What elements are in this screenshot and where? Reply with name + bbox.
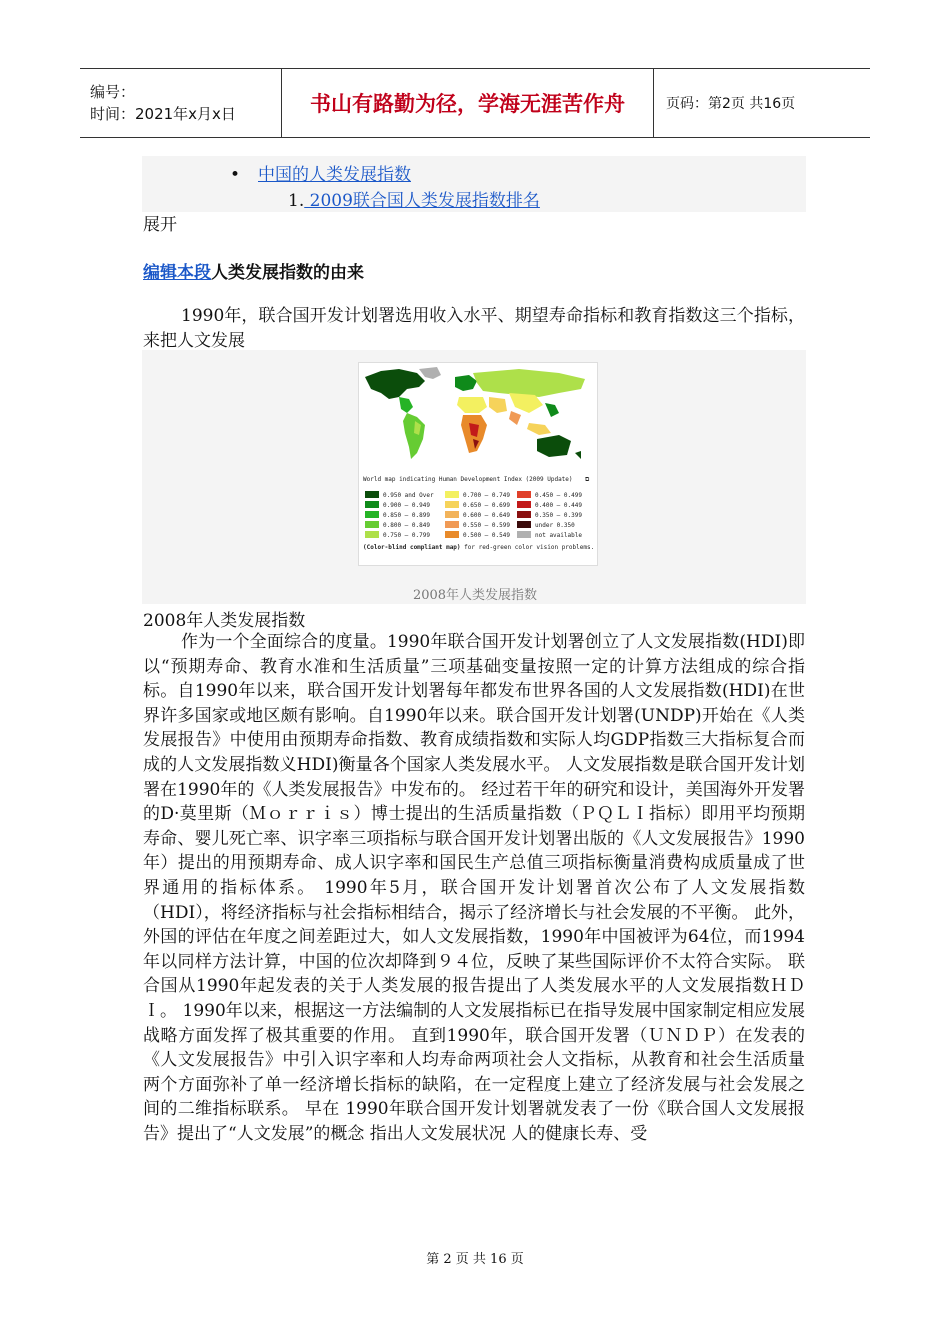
legend-label: 0.450 – 0.499 [535,492,582,499]
header-page-text: 页码：第2页 共16页 [666,96,796,112]
enlarge-icon[interactable]: ⧉ [585,476,590,483]
header-date: 时间：2021年x月x日 [90,105,236,123]
map-legend [365,491,582,539]
legend-label: 0.750 – 0.799 [383,532,430,539]
header-motto [282,69,654,137]
legend-label: 0.950 and Over [383,492,434,499]
toc-link-2009-ranking[interactable]: 2009联合国人类发展指数排名 [304,191,540,211]
legend-swatch [445,511,459,518]
legend-label: 0.500 – 0.549 [463,532,510,539]
figure-caption: 2008年人类发展指数 [412,588,538,603]
legend-label: 0.600 – 0.649 [463,512,510,519]
figure-subtitle: 2008年人类发展指数 [143,611,306,631]
legend-swatch [445,521,459,528]
map-note-bold: (Color-blind compliant map) [363,544,461,551]
legend-swatch [365,501,379,508]
legend-label: 0.900 – 0.949 [383,502,430,509]
legend-label: 0.800 – 0.849 [383,522,430,529]
header-meta [80,69,282,137]
legend-label: 0.400 – 0.449 [535,502,582,509]
legend-swatch [365,511,379,518]
legend-swatch [365,531,379,538]
toc-item-2 [288,186,540,211]
legend-swatch [445,531,459,538]
legend-swatch [517,511,531,518]
section-title: 人类发展指数的由来 [211,263,364,283]
map-note [363,544,594,551]
page-header [80,68,870,138]
header-number: 编号： [90,83,136,101]
legend-swatch [517,531,531,538]
expand-toggle[interactable]: 展开 [143,215,177,235]
legend-label: 0.650 – 0.699 [463,502,510,509]
hdi-map-image [359,363,597,565]
section-heading [143,258,364,283]
legend-label: not available [535,532,582,539]
header-motto-text: 书山有路勤为径，学海无涯苦作舟 [310,92,625,116]
legend-swatch [445,491,459,498]
paragraph-intro: 1990年，联合国开发计划署选用收入水平、期望寿命指标和教育指数这三个指标，来把人文发展 [143,306,805,351]
legend-label: under 0.350 [535,522,575,529]
legend-label: 0.350 – 0.399 [535,512,582,519]
legend-swatch [517,501,531,508]
legend-swatch [365,521,379,528]
toc-link-china-hdi[interactable]: 中国的人类发展指数 [258,165,411,185]
legend-label: 0.700 – 0.749 [463,492,510,499]
page-footer: 第 2 页 共 16 页 [426,1252,524,1267]
legend-swatch [365,491,379,498]
paragraph-body: 作为一个全面综合的度量。1990年联合国开发计划署创立了人文发展指数(HDI)即以“预期寿命、教育水准和生活质量”三项基础变量按照一定的计算方法组成的综合指标。自1990年以来，联合国开发计划署每年都发布世界各国的人文发展指数(HDI)在世界许多国家或地区颇有影响。自1990年以来。联合国开发计划署(UNDP)开始在《人类发展报告》中使用由预期寿命指数、教育成绩指数和实际人均GDP指数三大指标复合而成的人文发展指数义HDI)衡量各个国家人类发展水平。 人文发展指数是联合国开发计划署在1990年的《人类发展报告》中发布的。 经过若干年的研究和设计，美国海外开发署的D·莫里斯（Ｍｏｒｒｉｓ）博士提出的生活质量指数（ＰＱＬＩ指标）即用平均预期寿命、婴儿死亡率、识字率三项指标与联合国开发计划署出版的《人文发展报告》1990年）提出的用预期寿命、成人识字率和国民生产总值三项指标衡量消费构成质量成了世界通用的指标体系。 1990年5月，联合国开发计划署首次公布了人文发展指数（HDI），将经济指标与社会指标相结合，揭示了经济增长与社会发展的不平衡。 此外，外国的评估在年度之间差距过大，如人文发展指数，1990年中国被评为64位，而1994年以同样方法计算，中国的位次却降到９４位，反映了某些国际评价不太符合实际。 联合国从1990年起发表的关于人类发展的报告提出了人类发展水平的人文发展指数ＨＤＩ。 1990年以来，根据这一方法编制的人文发展指标已在指导发展中国家制定相应发展战略方面发挥了极其重要的作用。 直到1990年，联合国开发署（ＵＮＤＰ）在发表的《人文发展报告》中引入识字率和人均寿命两项社会人文指标，从教育和社会生活质量两个方面弥补了单一经济增长指标的缺陷，在一定程度上建立了经济发展与社会发展之间的二维指标联系。 早在 1990年联合国开发计划署就发表了一份《联合国人文发展报告》提出了“人文发展”的概念 指出人文发展状况 人的健康长寿、受 [143,632,805,1144]
map-note-rest: for red-green color vision problems. [460,544,595,551]
legend-swatch [445,501,459,508]
legend-label: 0.850 – 0.899 [383,512,430,519]
header-page [654,69,870,137]
hdi-world-map-figure[interactable] [358,362,598,566]
toc-item-2-number: 1. [288,191,305,211]
bullet-icon: • [230,165,241,185]
edit-section-link[interactable]: 编辑本段 [143,263,211,283]
toc-item-1 [230,160,411,185]
legend-label: 0.550 – 0.599 [463,522,510,529]
legend-swatch [517,491,531,498]
map-title: World map indicating Human Development Index (2009 Update) [363,476,573,483]
legend-swatch [517,521,531,528]
